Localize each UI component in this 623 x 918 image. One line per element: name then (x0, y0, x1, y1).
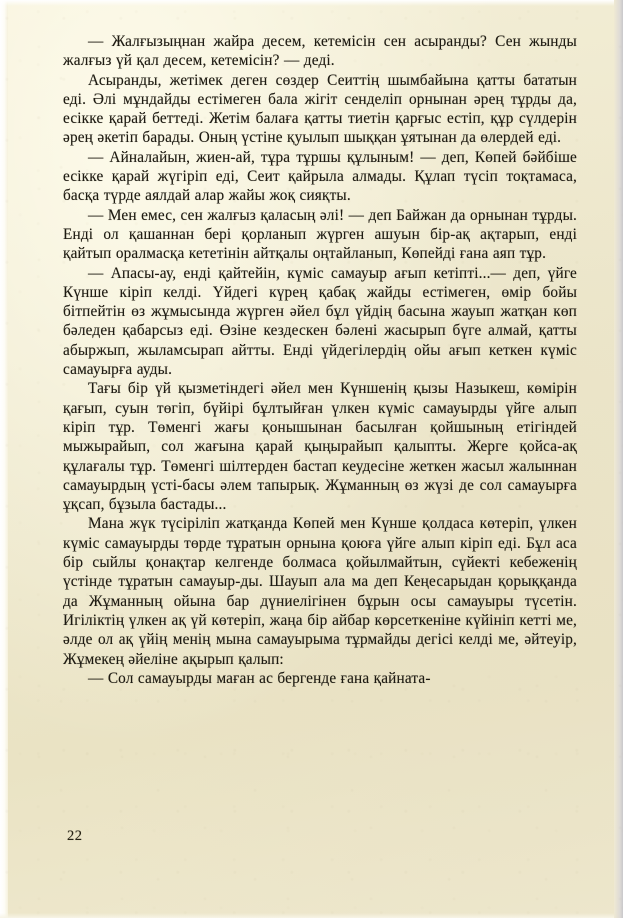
scan-edge-right (614, 0, 623, 918)
page-number: 22 (67, 828, 83, 844)
paragraph-5: — Апасы-ау, енді қайтейін, күміс самауыр ағып кетіпті...— деп, үйге Күнше кіріп келді. Үйдегі күрең қабақ жайды естімеген, өмір бойы бітпейтін өз жұмысында жүрген әйел бұл үйдің басына жауып жатқан көп бәледен қабарсыз еді. Өзіне кездескен бәлені жасырып бүге алмай, қатты абыржып, жыламсырап айтты. Енді үйдегілердің ойы ағып кеткен күміс самауырға ауды. (63, 264, 577, 379)
paragraph-3: — Айналайын, жиен-ай, тұра тұршы құлыным! — деп, Көпей бәйбіше есікке қарай жүгіріп еді, Сеит қайрыла алмады. Құлап түсіп тоқтамаса, басқа түрде аялдай алар жайы жоқ сияқты. (63, 148, 577, 205)
scan-edge-left (0, 0, 8, 918)
paragraph-7: Мана жүк түсіріліп жатқанда Көпей мен Күнше қолдаса көтеріп, үлкен күміс самауырды төрде тұратын орнына қоюға үйге алып кіріп еді. Бұл аса бір сыйлы қонақтар келгенде болмаса қойылмайтын, сүйекті кебеженің үстінде тұратын самауыр-ды. Шауып ала ма деп Кеңесарыдан қорыққанда да Жұманның ойына бар дүниелігінен бұрын осы самауыры түсетін. Игіліктің үлкен ақ үй көтеріп, жаңа бір айбар көрсеткеніне күйініп кетті ме, әлде ол ақ үйің менің мына самауырыма тұрмайды дегісі келді ме, әйтеуір, Жұмекең әйеліне ақырып қалып: (63, 515, 577, 668)
paragraph-6: Тағы бір үй қызметіндегі әйел мен Күншенің қызы Назыкеш, көмірін қағып, суын төгіп, бүйірі бұлтыйған үлкен күміс самауырды үйге алып кіріп тұр. Төменгі жағы қонышынан басылған қойшының етігіндей мыжырайып, сол жағына қарай қыңырайып қалыпты. Жерге қойса-ақ құлағалы тұр. Төменгі шілтерден бастап кеудесіне жеткен жасыл жалыннан самауырдың үсті-басы әлем тапырық. Жұманның өз жүзі де сол самауырға ұқсап, бұзыла бастады... (63, 380, 577, 514)
paragraph-8: — Сол самауырды маған ас бергенде ғана қайната- (88, 669, 431, 687)
paragraph-1: — Жалғызыңнан жайра десем, кетемісін сен асыранды? Сен жынды жалғыз үй қал десем, кетемісін? — деді. (63, 33, 577, 70)
paragraph-4: — Мен емес, сен жалғыз қаласың әлі! — деп Байжан да орнынан тұрды. Енді ол қашаннан бері қорланып жүрген ашуын бір-ақ ақтарып, енді қайтып оралмасқа кететінін айтқалы оңтайланып, Көпейді ғана аяп тұр. (63, 206, 577, 263)
scan-edge-top (0, 0, 623, 6)
page-text-block (63, 32, 577, 688)
paragraph-2: Асыранды, жетімек деген сөздер Сеиттің шымбайына қатты бататын еді. Әлі мұндайды естімеген бала жігіт сенделіп орнынан әрең тұрды да, есікке қарай беттеді. Жетім балаға қатты тиетін қарғыс естіп, құр сүлдерін әрең әкетіп барады. Оның үстіне қуылып шыққан ұятынан да өлердей еді. (63, 71, 577, 147)
scan-edge-bottom (0, 913, 623, 918)
